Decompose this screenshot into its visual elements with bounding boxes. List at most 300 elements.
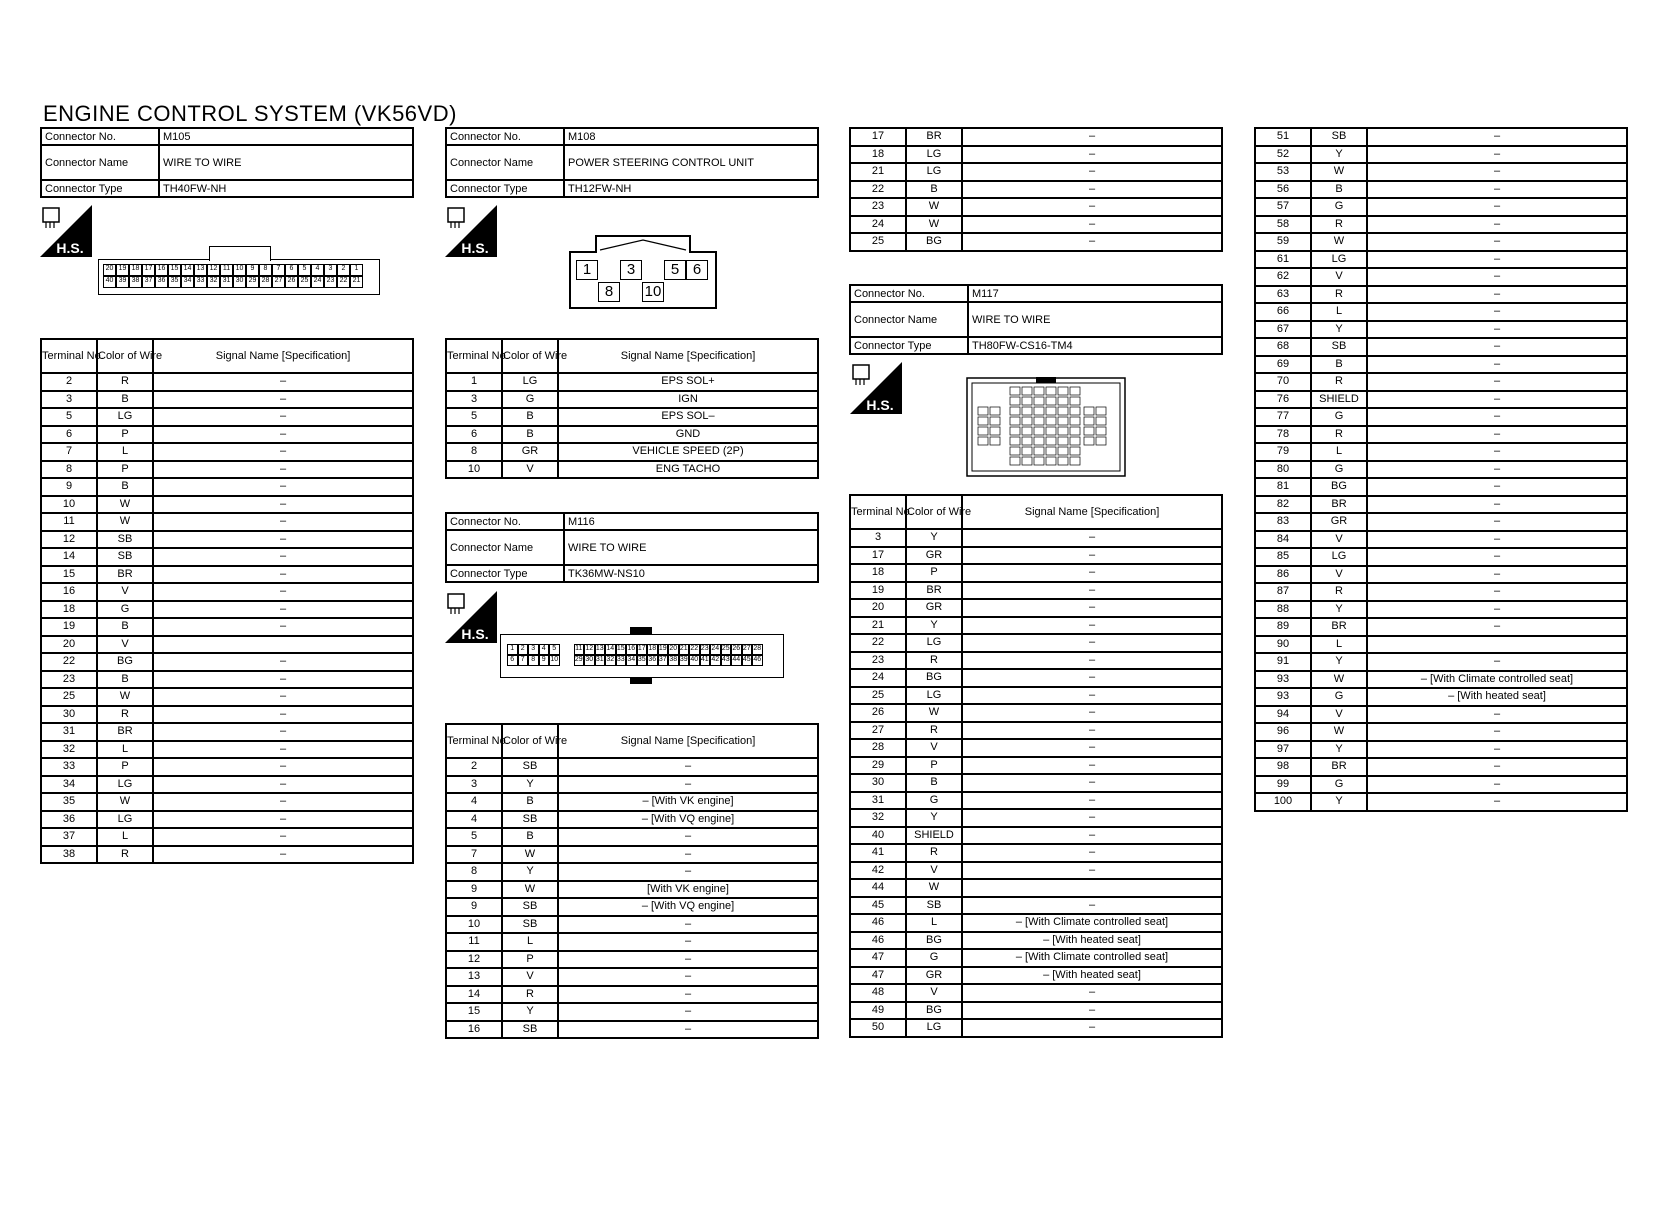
table-row [446,828,818,846]
hs-badge-text: H.S. [866,397,894,413]
terminal-no-cell: 19 [850,582,906,600]
table-row [1255,636,1627,654]
terminal-no-cell: 37 [41,828,97,846]
signal-name-cell: – [1367,461,1627,479]
connector-name-label: Connector Name [850,302,968,337]
pin: 40 [689,655,700,666]
wire-color-cell: BR [1311,758,1367,776]
wire-color-cell: W [1311,723,1367,741]
table-row [850,704,1222,722]
signal-name-header: Signal Name [Specification] [558,339,818,373]
table-row [1255,443,1627,461]
wire-color-cell: LG [97,776,153,794]
signal-name-cell: – [962,146,1222,164]
terminal-no-cell: 52 [1255,146,1311,164]
signal-name-cell: – [1367,216,1627,234]
wire-color-cell: L [906,914,962,932]
table-row [850,582,1222,600]
signal-name-cell: – [1367,321,1627,339]
terminal-no-cell: 18 [850,564,906,582]
pin-cavity [1084,427,1094,435]
pin-cavity [1010,427,1020,435]
signal-name-cell: – [1367,793,1627,811]
terminal-no-cell: 13 [446,968,502,986]
signal-name-cell: – [962,652,1222,670]
table-row [1255,531,1627,549]
pin-cavity [1034,447,1044,455]
wire-color-cell: P [97,426,153,444]
wire-color-cell: W [97,496,153,514]
signal-name-cell: – [962,529,1222,547]
terminal-no-cell: 18 [41,601,97,619]
terminal-no-cell: 84 [1255,531,1311,549]
pin: 16 [626,644,637,655]
pin: 18 [129,264,142,276]
pin-cavity [1022,417,1032,425]
pin: 16 [155,264,168,276]
pin: 34 [626,655,637,666]
wire-color-cell: Y [1311,321,1367,339]
connector-type-label: Connector Type [446,565,564,582]
terminal-no-cell: 94 [1255,706,1311,724]
pin: 32 [207,276,220,288]
wire-color-cell: SB [502,916,558,934]
terminal-no-header: Terminal No. [446,724,502,758]
table-row [1255,303,1627,321]
table-row [446,916,818,934]
table-row [850,652,1222,670]
signal-name-cell: – [With VK engine] [558,793,818,811]
signal-name-cell: – [962,233,1222,251]
signal-name-cell: – [153,846,413,864]
terminal-no-cell: 1 [446,373,502,391]
pin: 9 [246,264,259,276]
signal-name-cell: – [With heated seat] [962,967,1222,985]
terminal-no-cell: 22 [850,634,906,652]
connector-type-label: Connector Type [41,180,159,197]
terminal-no-cell: 96 [1255,723,1311,741]
terminal-no-cell: 32 [41,741,97,759]
terminal-no-cell: 67 [1255,321,1311,339]
table-row [41,496,413,514]
table-row [446,758,818,776]
pin: 17 [637,644,648,655]
harness-side-icon [445,205,497,257]
pin: 31 [595,655,606,666]
pin: 4 [311,264,324,276]
pin: 18 [647,644,658,655]
table-row [850,949,1222,967]
pin: 21 [679,644,690,655]
pin: 14 [181,264,194,276]
wire-color-cell: LG [906,163,962,181]
table-row [41,723,413,741]
terminal-no-cell: 20 [850,599,906,617]
terminal-table-m116 [445,723,819,1039]
table-row [1255,373,1627,391]
signal-name-cell: – [With heated seat] [1367,688,1627,706]
signal-name-cell: – [1367,373,1627,391]
terminal-no-cell: 77 [1255,408,1311,426]
table-row [850,547,1222,565]
terminal-no-cell: 7 [41,443,97,461]
pin: 28 [752,644,763,655]
connector-face-m117 [966,377,1126,477]
pin: 25 [298,276,311,288]
connector-header-m117 [849,284,1223,355]
wire-color-cell: P [906,757,962,775]
wire-color-cell: V [502,968,558,986]
signal-name-cell: – [With heated seat] [962,932,1222,950]
signal-name-cell: – [962,634,1222,652]
table-row [850,216,1222,234]
table-row [1255,513,1627,531]
terminal-no-cell: 100 [1255,793,1311,811]
pin-cavity [1058,457,1068,465]
terminal-no-cell: 2 [446,758,502,776]
signal-name-cell: – [153,758,413,776]
connector-type-value: TK36MW-NS10 [564,565,818,582]
terminal-no-cell: 61 [1255,251,1311,269]
wire-color-cell: Y [906,809,962,827]
terminal-no-cell: 3 [41,391,97,409]
terminal-no-cell: 8 [446,443,502,461]
signal-name-cell: – [1367,776,1627,794]
pin: 30 [584,655,595,666]
table-row [1255,566,1627,584]
pin: 2 [518,644,529,655]
pin-cavity [1084,437,1094,445]
signal-name-cell: – [962,827,1222,845]
terminal-no-cell: 79 [1255,443,1311,461]
pin-cavity [1084,407,1094,415]
pin-cavity [1070,437,1080,445]
terminal-no-cell: 7 [446,846,502,864]
table-row [850,529,1222,547]
terminal-no-cell: 69 [1255,356,1311,374]
terminal-no-cell: 19 [41,618,97,636]
table-row [446,1003,818,1021]
terminal-no-cell: 3 [446,391,502,409]
terminal-no-cell: 28 [850,739,906,757]
pin: 20 [103,264,116,276]
signal-name-cell: – [With Climate controlled seat] [1367,671,1627,689]
table-row [41,758,413,776]
connector-type-value: TH80FW-CS16-TM4 [968,337,1222,354]
terminal-no-cell: 9 [41,478,97,496]
table-row [446,426,818,444]
wire-color-cell: LG [906,634,962,652]
table-row [446,968,818,986]
signal-name-cell: – [1367,566,1627,584]
wire-color-cell: BG [97,653,153,671]
connector-no-label: Connector No. [41,128,159,145]
table-row [446,898,818,916]
wire-color-cell: GR [1311,513,1367,531]
signal-name-cell: – [With Climate controlled seat] [962,949,1222,967]
terminal-no-cell: 3 [850,529,906,547]
signal-name-cell: – [1367,146,1627,164]
pin: 11 [574,644,585,655]
terminal-no-cell: 25 [41,688,97,706]
wire-color-cell: V [1311,706,1367,724]
table-row [446,373,818,391]
terminal-no-cell: 90 [1255,636,1311,654]
wire-color-cell: V [906,984,962,1002]
pin: 34 [181,276,194,288]
signal-name-cell: – [1367,356,1627,374]
table-row [850,967,1222,985]
wire-color-cell: B [502,408,558,426]
connector-type-value: TH12FW-NH [564,180,818,197]
table-row [1255,723,1627,741]
signal-name-cell: – [1367,251,1627,269]
wire-color-cell: G [1311,461,1367,479]
signal-name-cell: – [153,496,413,514]
terminal-no-cell: 3 [446,776,502,794]
signal-name-cell: – [1367,303,1627,321]
wire-color-cell: G [1311,408,1367,426]
wire-color-cell: W [97,513,153,531]
wire-color-cell: B [97,391,153,409]
pin-cavity [990,427,1000,435]
signal-name-cell: GND [558,426,818,444]
signal-name-cell: – [153,461,413,479]
table-row [1255,391,1627,409]
terminal-no-cell: 5 [41,408,97,426]
wire-color-cell: W [1311,163,1367,181]
signal-name-cell: – [558,968,818,986]
table-row [41,671,413,689]
table-row [850,163,1222,181]
table-row [850,739,1222,757]
terminal-no-cell: 14 [41,548,97,566]
table-row [850,233,1222,251]
harness-side-icon [445,591,497,643]
terminal-no-cell: 83 [1255,513,1311,531]
pin-cavity [1096,407,1106,415]
pin: 4 [539,644,550,655]
pin-cavity [1070,387,1080,395]
wire-color-cell: LG [1311,251,1367,269]
terminal-no-cell: 30 [41,706,97,724]
wire-color-cell: BG [906,233,962,251]
terminal-no-cell: 87 [1255,583,1311,601]
table-row [446,776,818,794]
signal-name-cell: – [153,618,413,636]
terminal-no-cell: 10 [446,916,502,934]
pin: 5 [298,264,311,276]
signal-name-cell: – [558,776,818,794]
wire-color-cell: BG [906,669,962,687]
terminal-no-cell: 32 [850,809,906,827]
signal-name-cell: – [1367,268,1627,286]
connector-name-value: WIRE TO WIRE [159,145,413,180]
signal-name-cell: – [153,776,413,794]
table-row [41,408,413,426]
table-row [1255,461,1627,479]
table-row [1255,251,1627,269]
signal-name-cell: – [1367,601,1627,619]
pin: 10 [233,264,246,276]
terminal-table-m117-a [849,494,1223,1038]
wire-color-cell: Y [906,617,962,635]
table-row [446,881,818,899]
wire-color-cell: BR [97,723,153,741]
signal-name-cell: – [1367,408,1627,426]
connector-face-m108 [568,232,718,310]
pin: 33 [616,655,627,666]
wire-color-cell: BG [1311,478,1367,496]
signal-name-cell: – [962,1019,1222,1037]
pin: 6 [285,264,298,276]
table-row [41,828,413,846]
terminal-no-cell: 12 [41,531,97,549]
table-row [446,391,818,409]
pin: 8 [598,282,620,302]
wire-color-cell: L [1311,303,1367,321]
pin: 2 [337,264,350,276]
pin-cavity [1034,407,1044,415]
terminal-no-cell: 12 [446,951,502,969]
pin: 19 [658,644,669,655]
wire-color-cell: W [97,793,153,811]
pin-cavity [1022,447,1032,455]
terminal-no-header: Terminal No. [41,339,97,373]
wire-color-cell: G [1311,198,1367,216]
pin: 36 [647,655,658,666]
signal-name-cell: – [153,793,413,811]
terminal-no-cell: 18 [850,146,906,164]
signal-name-cell: – [962,739,1222,757]
pin-cavity [1022,457,1032,465]
signal-name-cell: – [962,687,1222,705]
connector-latch [209,246,271,261]
terminal-no-cell: 51 [1255,128,1311,146]
wire-color-cell: R [1311,216,1367,234]
terminal-no-cell: 80 [1255,461,1311,479]
terminal-no-cell: 68 [1255,338,1311,356]
signal-name-cell: – [962,669,1222,687]
table-row [41,811,413,829]
signal-name-cell: – [1367,391,1627,409]
terminal-no-cell: 25 [850,233,906,251]
pin: 39 [116,276,129,288]
table-row [1255,776,1627,794]
connector-face-m105 [98,259,380,295]
pin: 28 [259,276,272,288]
connector-name-value: WIRE TO WIRE [968,302,1222,337]
pin-cavity [1070,447,1080,455]
pin-cavity [1034,427,1044,435]
terminal-no-cell: 47 [850,967,906,985]
table-row [850,564,1222,582]
pin: 31 [220,276,233,288]
signal-name-cell: – [558,1003,818,1021]
table-row [1255,583,1627,601]
hs-badge-text: H.S. [461,626,489,642]
pin: 30 [233,276,246,288]
terminal-no-cell: 81 [1255,478,1311,496]
wire-color-cell: L [97,828,153,846]
table-row [41,373,413,391]
terminal-no-cell: 62 [1255,268,1311,286]
connector-name-value: POWER STEERING CONTROL UNIT [564,145,818,180]
terminal-no-cell: 45 [850,897,906,915]
signal-name-cell: – [1367,233,1627,251]
signal-name-cell: – [558,933,818,951]
table-row [850,669,1222,687]
wire-color-cell: V [502,461,558,479]
terminal-no-cell: 26 [850,704,906,722]
terminal-no-cell: 93 [1255,671,1311,689]
color-wire-header: Color of Wire [502,339,558,373]
table-row [850,687,1222,705]
table-row [1255,163,1627,181]
terminal-no-cell: 82 [1255,496,1311,514]
wire-color-cell: L [1311,443,1367,461]
wire-color-cell: B [97,671,153,689]
pin: 37 [658,655,669,666]
wire-color-cell: W [1311,671,1367,689]
signal-name-cell: – [153,601,413,619]
pin-cavity [1010,437,1020,445]
signal-name-cell: – [1367,181,1627,199]
table-row [446,986,818,1004]
signal-name-cell [1367,636,1627,654]
signal-name-cell: – [1367,706,1627,724]
table-row [41,706,413,724]
terminal-no-cell: 36 [41,811,97,829]
wire-color-cell: GR [906,547,962,565]
connector-no-value: M116 [564,513,818,530]
signal-name-cell: – [153,583,413,601]
color-wire-header: Color of Wire [906,495,962,529]
terminal-no-cell: 48 [850,984,906,1002]
signal-name-cell: – [153,566,413,584]
pin: 27 [742,644,753,655]
wire-color-cell: BR [906,128,962,146]
table-row [850,1002,1222,1020]
signal-name-cell: IGN [558,391,818,409]
wire-color-cell: B [1311,181,1367,199]
wire-color-cell: B [97,478,153,496]
table-row [850,932,1222,950]
pin-cavity [1046,387,1056,395]
wire-color-cell: SB [1311,338,1367,356]
pin: 33 [194,276,207,288]
wire-color-cell: V [1311,566,1367,584]
pin-cavity [1096,437,1106,445]
wire-color-cell: W [906,704,962,722]
pin-cavity [1058,437,1068,445]
signal-name-cell: EPS SOL+ [558,373,818,391]
terminal-no-cell: 4 [446,793,502,811]
color-wire-header: Color of Wire [97,339,153,373]
table-row [446,811,818,829]
signal-name-cell: – [153,391,413,409]
wire-color-cell: R [906,844,962,862]
pin-cavity [1010,397,1020,405]
table-row [1255,706,1627,724]
pin: 10 [549,655,560,666]
terminal-no-cell: 91 [1255,653,1311,671]
wire-color-cell: L [1311,636,1367,654]
pin-cavity [1046,417,1056,425]
table-row [41,776,413,794]
pin: 10 [642,282,664,302]
table-row [1255,793,1627,811]
